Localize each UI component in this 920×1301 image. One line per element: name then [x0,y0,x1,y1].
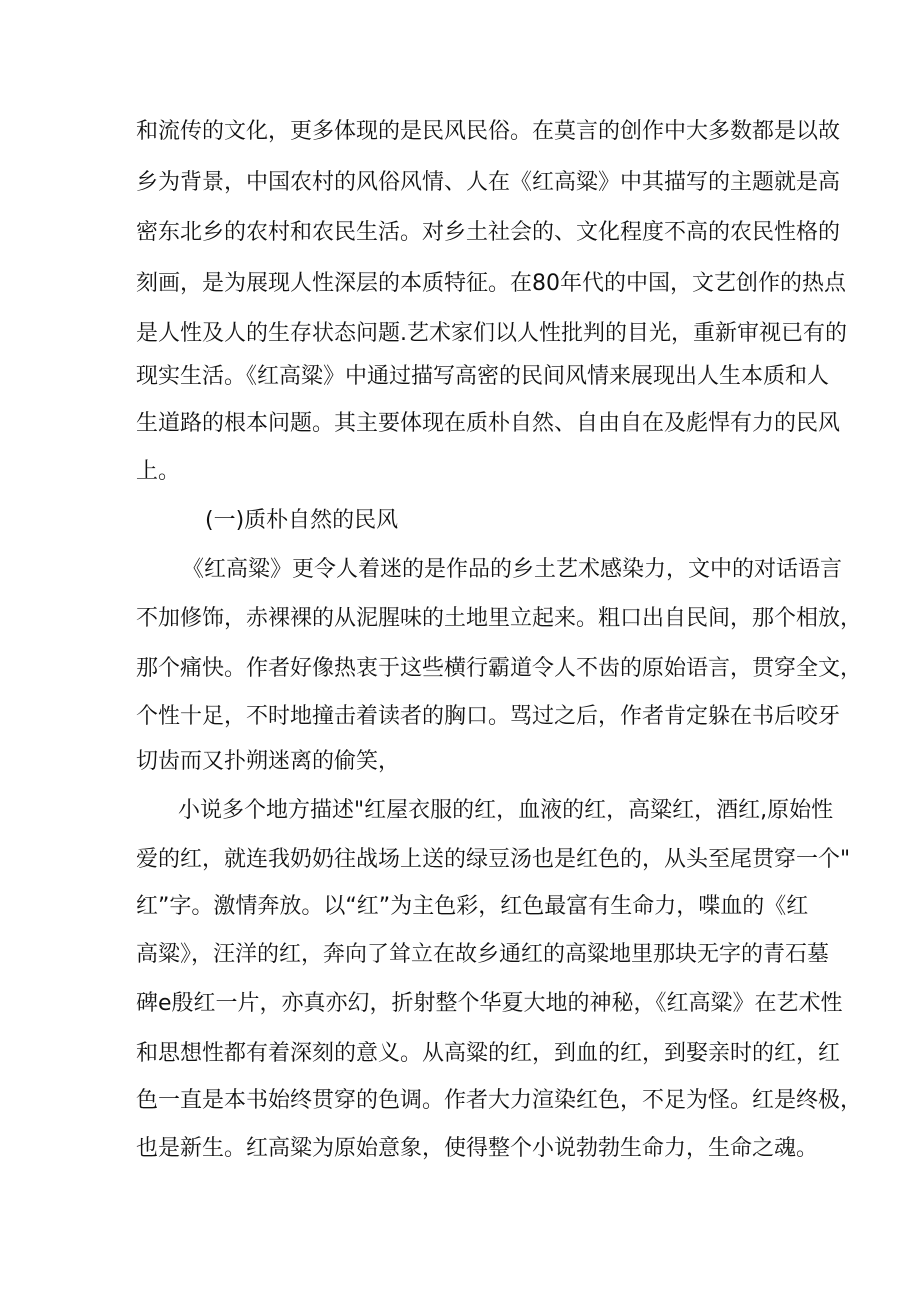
text-line: 和思想性都有着深刻的意义。从高粱的红，到血的红，到娶亲时的红，红 [136,1041,841,1066]
text-line: 高粱》，汪洋的红，奔向了耸立在故乡通红的高粱地里那块无字的青石墓 [136,942,830,967]
text-line: 小说多个地方描述"红屋衣服的红，血液的红，高粱红，酒红,原始性 [178,798,834,823]
text-line: 那个痛快。作者好像热衷于这些横行霸道令人不齿的原始语言，贯穿全文， [136,656,863,681]
text-line: 乡为背景，中国农村的风俗风情、人在《红高粱》中其描写的主题就是高 [136,170,841,195]
text-line: 密东北乡的农村和农民生活。对乡土社会的、文化程度不高的农民性格的 [136,220,841,245]
text-line: 也是新生。红高粱为原始意象，使得整个小说勃勃生命力，生命之魂。 [136,1136,819,1161]
text-line: 《红高粱》更令人着迷的是作品的乡土艺术感染力，文中的对话语言 [182,557,843,582]
text-line: 不加修饰，赤裸裸的从泥腥味的土地里立起来。粗口出自民间，那个相放， [136,606,863,631]
text-line: 红”字。激情奔放。以“红”为主色彩，红色最富有生命力，喋血的《红 [136,894,809,919]
text-line: 上。 [136,459,181,484]
text-line: 现实生活。《红高粱》中通过描写高密的民间风情来展现出人生本质和人 [136,364,830,389]
text-line: 碑e殷红一片，亦真亦幻，折射整个华夏大地的神秘，《红高粱》在艺术性 [136,991,843,1016]
text-line: 生道路的根本问题。其主要体现在质朴自然、自由自在及彪悍有力的民风 [136,411,841,436]
text-line: 爱的红，就连我奶奶往战场上送的绿豆汤也是红色的，从头至尾贯穿一个" [136,847,851,872]
text-line: 刻画，是为展现人性深层的本质特征。在80年代的中国，文艺创作的热点 [136,271,846,296]
text-line: 和流传的文化，更多体现的是民风民俗。在莫言的创作中大多数都是以故 [136,119,841,144]
text-line: 切齿而又扑朔迷离的偷笑， [136,749,401,774]
text-line: 色一直是本书始终贯穿的色调。作者大力渲染红色，不足为怪。红是终极， [136,1088,863,1113]
text-line: 是人性及人的生存状态问题.艺术家们以人性批判的目光，重新审视已有的 [136,321,847,346]
section-heading: (一)质朴自然的民风 [205,508,399,533]
text-line: 个性十足，不时地撞击着读者的胸口。骂过之后，作者肯定躲在书后咬牙 [136,704,841,729]
